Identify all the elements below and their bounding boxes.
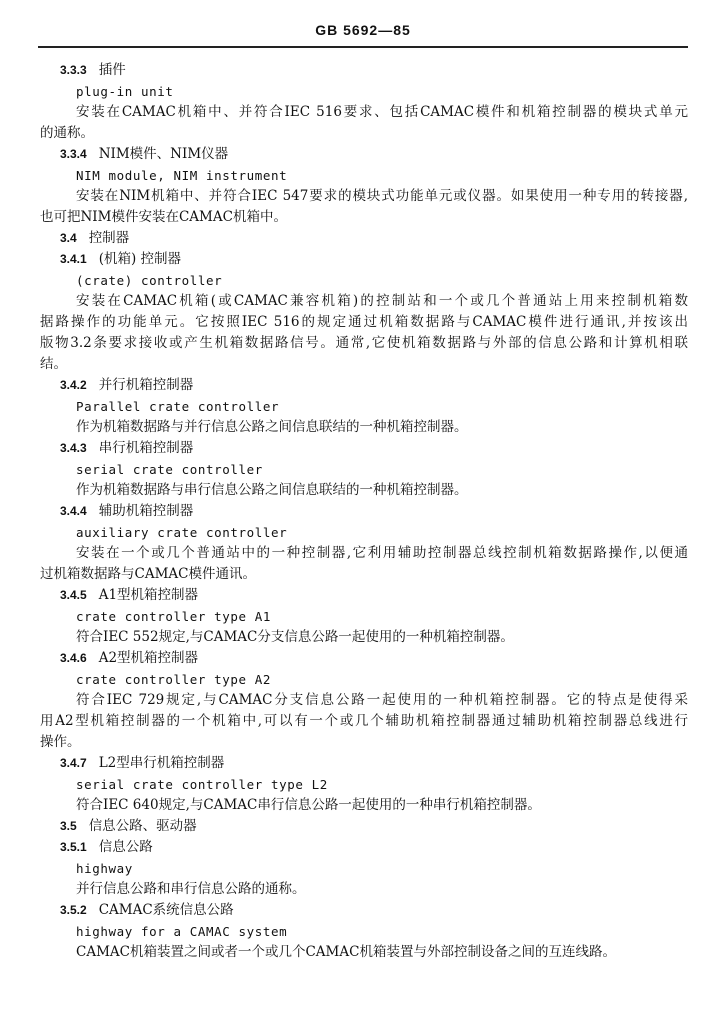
section-heading <box>40 837 688 858</box>
section-heading <box>40 900 688 921</box>
body-text-line: 符合IEC 729规定,与CAMAC分支信息公路一起使用的一种机箱控制器。它的特点是使得采 <box>76 692 688 708</box>
section-number: 3.5.2 <box>60 903 87 917</box>
section-title: NIM模件、NIM仪器 <box>98 146 229 162</box>
section-heading <box>40 585 688 606</box>
section-number: 3.4 <box>60 231 77 245</box>
section-title: A2型机箱控制器 <box>98 650 199 666</box>
section-number: 3.4.5 <box>60 588 87 602</box>
section-number: 3.4.1 <box>60 252 87 266</box>
english-term: serial crate controller <box>76 462 263 477</box>
section-heading <box>40 816 688 837</box>
section-title: (机箱) 控制器 <box>98 251 182 267</box>
section-number: 3.3.3 <box>60 63 87 77</box>
section-heading <box>40 648 688 669</box>
body-text-line: 作为机箱数据路与串行信息公路之间信息联结的一种机箱控制器。 <box>76 482 468 498</box>
english-term: serial crate controller type L2 <box>76 777 328 792</box>
section-title: 串行机箱控制器 <box>98 440 194 456</box>
section-title: CAMAC系统信息公路 <box>98 902 234 918</box>
body-text-line: 安装在CAMAC机箱(或CAMAC兼容机箱)的控制站和一个或几个普通站上用来控制机箱数 <box>76 293 688 309</box>
body-text-line: 符合IEC 552规定,与CAMAC分支信息公路一起使用的一种机箱控制器。 <box>76 629 514 645</box>
section-heading <box>40 753 688 774</box>
page-header: GB 5692—85 <box>315 22 411 38</box>
body-text-line: 作为机箱数据路与并行信息公路之间信息联结的一种机箱控制器。 <box>76 419 468 435</box>
section-number: 3.4.4 <box>60 504 87 518</box>
section-number: 3.4.3 <box>60 441 87 455</box>
body-text-line: 安装在CAMAC机箱中、并符合IEC 516要求、包括CAMAC模件和机箱控制器的模块式单元 <box>76 104 688 120</box>
body-text-line: 安装在一个或几个普通站中的一种控制器,它利用辅助控制器总线控制机箱数据路操作,以便通 <box>76 545 688 561</box>
english-term: Parallel crate controller <box>76 399 280 414</box>
english-term: crate controller type A1 <box>76 609 272 624</box>
body-text-line: CAMAC机箱装置之间或者一个或几个CAMAC机箱装置与外部控制设备之间的互连线路。 <box>76 944 616 960</box>
section-number: 3.4.7 <box>60 756 87 770</box>
section-heading <box>40 375 688 396</box>
section-title: 控制器 <box>88 230 130 246</box>
body-text-line: 符合IEC 640规定,与CAMAC串行信息公路一起使用的一种串行机箱控制器。 <box>76 797 541 813</box>
section-number: 3.5.1 <box>60 840 87 854</box>
section-title: 辅助机箱控制器 <box>98 503 194 519</box>
body-text-line: 据路操作的功能单元。它按照IEC 516的规定通过机箱数据路与CAMAC模件进行通讯,并按该出 <box>40 314 688 330</box>
section-heading <box>40 438 688 459</box>
body-text-line: 操作。 <box>40 734 81 750</box>
section-title: 插件 <box>98 62 126 78</box>
english-term: auxiliary crate controller <box>76 525 288 540</box>
section-heading <box>40 249 688 270</box>
section-title: 信息公路、驱动器 <box>88 818 197 834</box>
english-term: highway <box>76 861 133 876</box>
section-number: 3.4.6 <box>60 651 87 665</box>
section-heading <box>40 228 688 249</box>
english-term: (crate) controller <box>76 273 223 288</box>
header-rule <box>38 46 688 48</box>
section-heading <box>40 501 688 522</box>
document-body <box>40 60 688 963</box>
section-number: 3.3.4 <box>60 147 87 161</box>
section-heading <box>40 60 688 81</box>
english-term: highway for a CAMAC system <box>76 924 288 939</box>
body-text-line: 版物3.2条要求接收或产生机箱数据路信号。通常,它使机箱数据路与外部的信息公路和计算机相联 <box>40 335 688 351</box>
section-title: A1型机箱控制器 <box>98 587 199 603</box>
section-number: 3.4.2 <box>60 378 87 392</box>
section-number: 3.5 <box>60 819 77 833</box>
section-title: L2型串行机箱控制器 <box>98 755 225 771</box>
body-text-line: 并行信息公路和串行信息公路的通称。 <box>76 881 306 897</box>
english-term: NIM module, NIM instrument <box>76 168 288 183</box>
body-text-line: 用A2型机箱控制器的一个机箱中,可以有一个或几个辅助机箱控制器通过辅助机箱控制器总线进行 <box>40 713 688 729</box>
body-text-line: 安装在NIM机箱中、并符合IEC 547要求的模块式功能单元或仪器。如果使用一种专用的转接器, <box>76 188 688 204</box>
section-title: 并行机箱控制器 <box>98 377 194 393</box>
section-heading <box>40 144 688 165</box>
english-term: plug-in unit <box>76 84 174 99</box>
body-text-line: 的通称。 <box>40 125 94 141</box>
body-text-line: 也可把NIM模件安装在CAMAC机箱中。 <box>40 209 287 225</box>
section-title: 信息公路 <box>98 839 153 855</box>
body-text-line: 过机箱数据路与CAMAC模件通讯。 <box>40 566 256 582</box>
english-term: crate controller type A2 <box>76 672 272 687</box>
body-text-line: 结。 <box>40 356 67 372</box>
